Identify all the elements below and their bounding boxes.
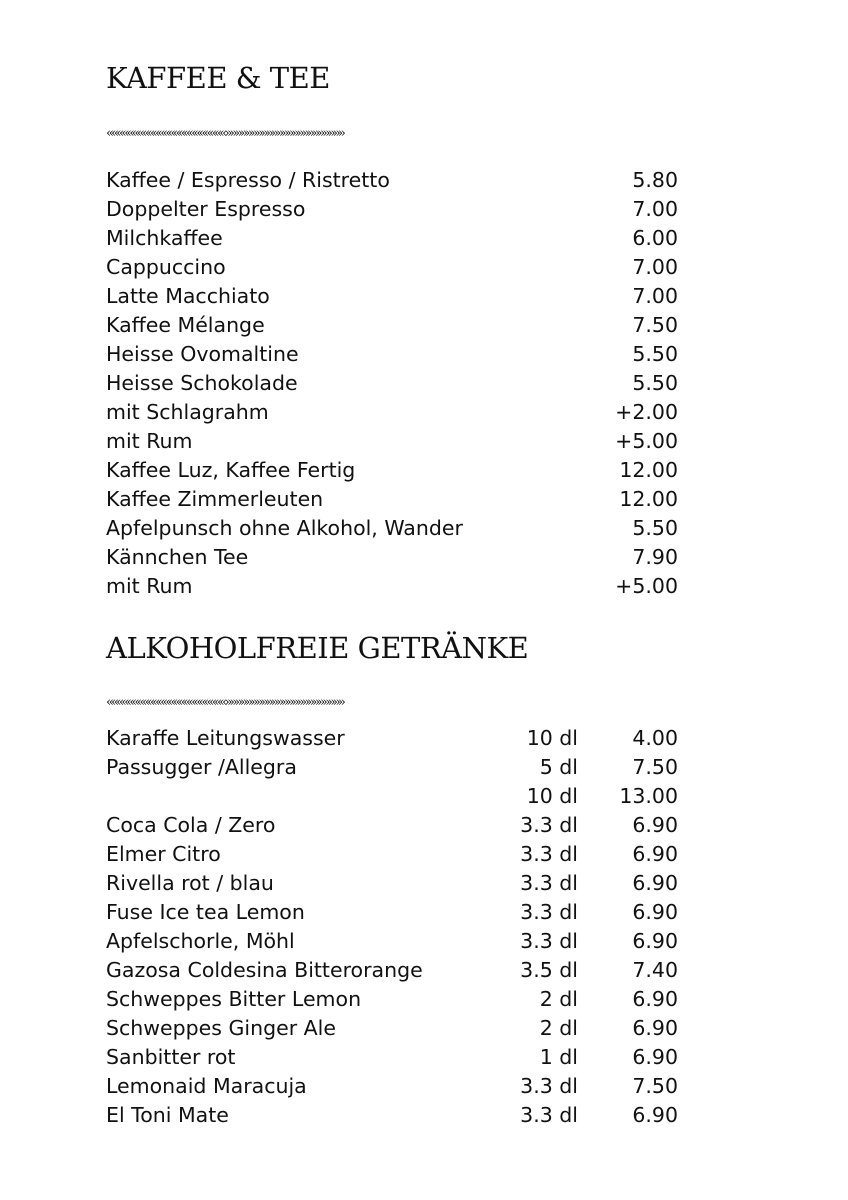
item-name: Fuse Ice tea Lemon [106, 900, 305, 924]
item-name: Heisse Ovomaltine [106, 342, 299, 366]
item-price: 6.90 [632, 929, 678, 953]
item-name: Lemonaid Maracuja [106, 1074, 307, 1098]
menu-item [106, 1014, 678, 1043]
menu-item [106, 572, 678, 601]
item-price: 6.90 [632, 900, 678, 924]
menu-item [106, 811, 678, 840]
item-volume: 10 dl [526, 784, 578, 808]
item-name: Schweppes Bitter Lemon [106, 987, 362, 1011]
item-price: 7.50 [632, 313, 678, 337]
item-name: Passugger /Allegra [106, 755, 297, 779]
menu-list-kaffee-tee [106, 166, 678, 601]
item-name: Schweppes Ginger Ale [106, 1016, 336, 1040]
item-price: 5.80 [632, 168, 678, 192]
menu-item [106, 282, 678, 311]
item-price: 5.50 [632, 371, 678, 395]
item-name: Kaffee Luz, Kaffee Fertig [106, 458, 356, 482]
item-name: Cappuccino [106, 255, 226, 279]
item-name: Kaffee Zimmerleuten [106, 487, 324, 511]
item-price: 13.00 [619, 784, 678, 808]
item-name: mit Rum [106, 574, 193, 598]
item-price: 6.90 [632, 1103, 678, 1127]
menu-item [106, 956, 678, 985]
item-price: 4.00 [632, 726, 678, 750]
item-name: Kaffee Mélange [106, 313, 265, 337]
menu-item [106, 985, 678, 1014]
menu-item [106, 927, 678, 956]
item-name: Kännchen Tee [106, 545, 249, 569]
item-name: Apfelschorle, Möhl [106, 929, 295, 953]
item-price: 5.50 [632, 516, 678, 540]
item-volume: 1 dl [539, 1045, 578, 1069]
item-price: 7.40 [632, 958, 678, 982]
item-volume: 3.3 dl [520, 871, 578, 895]
item-price: 7.00 [632, 197, 678, 221]
item-name: Elmer Citro [106, 842, 221, 866]
item-price: 12.00 [619, 487, 678, 511]
menu-item [106, 898, 678, 927]
menu-item [106, 456, 678, 485]
item-price: 7.00 [632, 284, 678, 308]
item-name: Coca Cola / Zero [106, 813, 276, 837]
ornament-divider: «««««««««««««««««««««««»»»»»»»»»»»»»»»»»»»»»»» [106, 695, 344, 710]
item-price: 5.50 [632, 342, 678, 366]
item-name: Karaffe Leitungswasser [106, 726, 345, 750]
item-name: Kaffee / Espresso / Ristretto [106, 168, 390, 192]
menu-item [106, 1072, 678, 1101]
section-title-kaffee-tee: KAFFEE & TEE [106, 61, 330, 95]
item-price: 6.90 [632, 842, 678, 866]
item-price: 7.50 [632, 1074, 678, 1098]
item-name: Doppelter Espresso [106, 197, 306, 221]
item-volume: 3.3 dl [520, 813, 578, 837]
item-price: 6.90 [632, 813, 678, 837]
item-price: 6.90 [632, 987, 678, 1011]
menu-item [106, 514, 678, 543]
item-price: +5.00 [615, 574, 678, 598]
item-name: El Toni Mate [106, 1103, 229, 1127]
item-name: Heisse Schokolade [106, 371, 298, 395]
item-volume: 3.3 dl [520, 1074, 578, 1098]
item-price: 6.90 [632, 871, 678, 895]
item-price: 7.90 [632, 545, 678, 569]
item-name: Latte Macchiato [106, 284, 270, 308]
item-name: Rivella rot / blau [106, 871, 274, 895]
item-name: Apfelpunsch ohne Alkohol, Wander [106, 516, 463, 540]
item-price: 7.50 [632, 755, 678, 779]
menu-item [106, 840, 678, 869]
menu-item [106, 195, 678, 224]
menu-item [106, 369, 678, 398]
menu-item [106, 224, 678, 253]
menu-item [106, 724, 678, 753]
item-price: 6.90 [632, 1016, 678, 1040]
item-price: +2.00 [615, 400, 678, 424]
item-price: 6.90 [632, 1045, 678, 1069]
menu-item [106, 253, 678, 282]
menu-item [106, 311, 678, 340]
ornament-divider: «««««««««««««««««««««««»»»»»»»»»»»»»»»»»»»»»»» [106, 126, 344, 141]
item-volume: 3.5 dl [520, 958, 578, 982]
menu-item [106, 427, 678, 456]
item-volume: 2 dl [539, 987, 578, 1011]
item-volume: 3.3 dl [520, 900, 578, 924]
menu-item [106, 782, 678, 811]
item-volume: 3.3 dl [520, 1103, 578, 1127]
item-name: Gazosa Coldesina Bitterorange [106, 958, 423, 982]
menu-item [106, 1043, 678, 1072]
menu-item [106, 398, 678, 427]
menu-item [106, 340, 678, 369]
item-price: +5.00 [615, 429, 678, 453]
menu-item [106, 166, 678, 195]
item-name: Sanbitter rot [106, 1045, 236, 1069]
item-price: 7.00 [632, 255, 678, 279]
menu-item [106, 485, 678, 514]
menu-list-alkoholfreie-getraenke [106, 724, 678, 1130]
menu-item [106, 869, 678, 898]
item-name: mit Schlagrahm [106, 400, 269, 424]
menu-item [106, 543, 678, 572]
item-volume: 5 dl [539, 755, 578, 779]
item-price: 12.00 [619, 458, 678, 482]
item-volume: 2 dl [539, 1016, 578, 1040]
menu-item [106, 753, 678, 782]
item-price: 6.00 [632, 226, 678, 250]
item-volume: 3.3 dl [520, 929, 578, 953]
section-title-alkoholfreie-getraenke: ALKOHOLFREIE GETRÄNKE [106, 631, 529, 665]
item-name: mit Rum [106, 429, 193, 453]
menu-item [106, 1101, 678, 1130]
item-volume: 3.3 dl [520, 842, 578, 866]
item-volume: 10 dl [526, 726, 578, 750]
item-name: Milchkaffee [106, 226, 223, 250]
